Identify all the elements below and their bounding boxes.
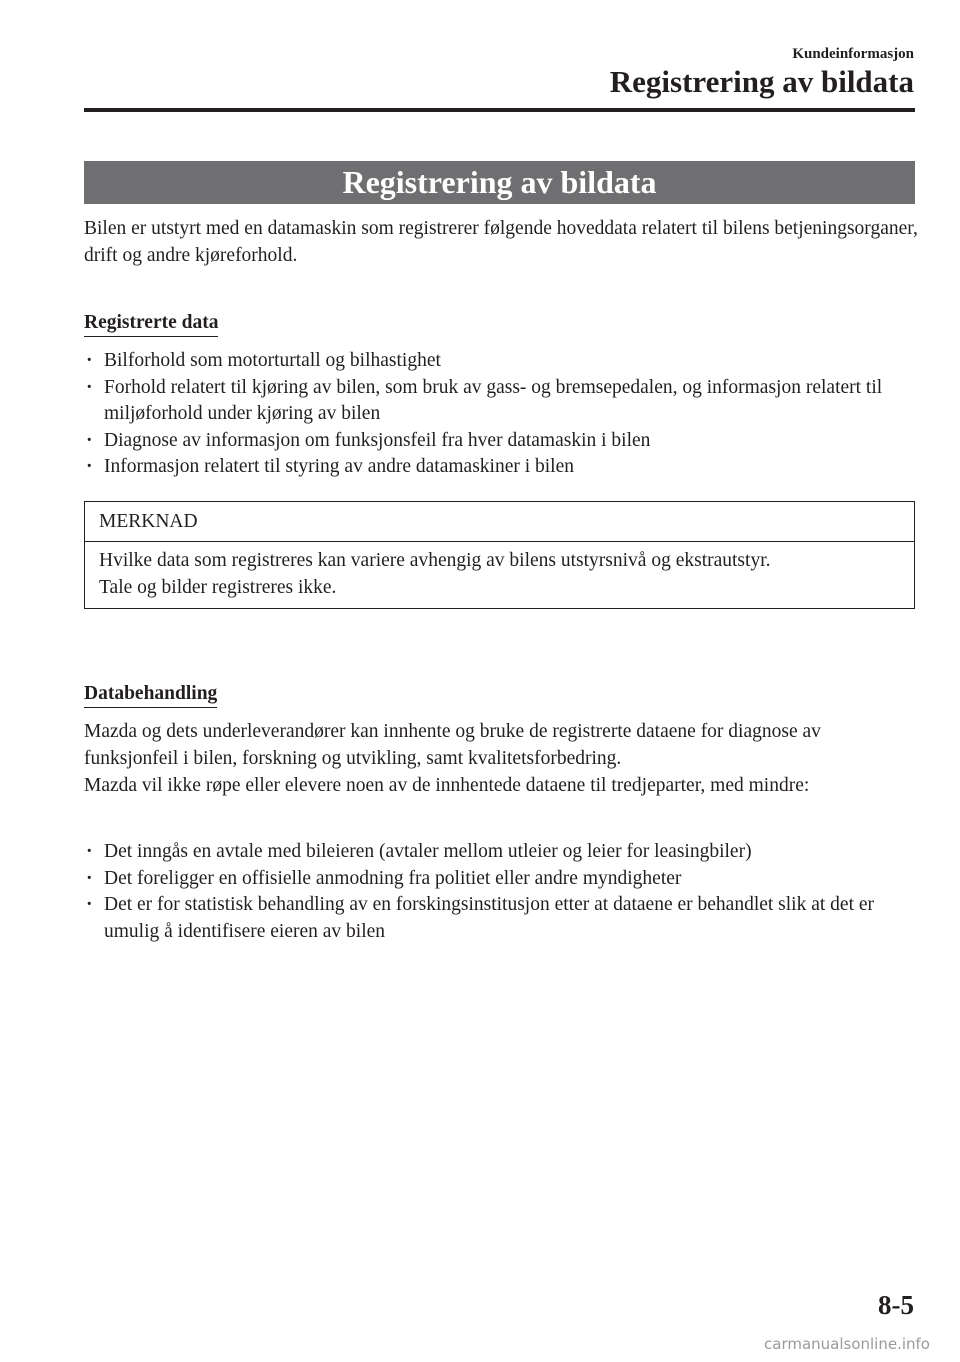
bullet-glyph: · [86,376,93,398]
note-heading: MERKNAD [85,502,914,542]
page-number: 8-5 [878,1290,914,1320]
list-item-text: Det inngås en avtale med bileieren (avtaler mellom utleier og leier for leasingbiler) [104,841,752,862]
header-title: Registrering av bildata [609,64,914,99]
page-title-text: Registrering av bildata [342,164,657,200]
list-item [86,428,916,455]
bullet-glyph: · [86,841,93,862]
processing-paragraph-1: Mazda og dets underleverandører kan innhente og bruke de registrerte dataene for diagnose av funksjonfeil i bilen, forskning og utvikling, samt kvalitetsforbedring. [84,721,821,769]
list-item [86,454,916,481]
recorded-data-list [86,348,916,481]
list-item-text: Diagnose av informasjon om funksjonsfeil fra hver datamaskin i bilen [104,429,651,451]
list-item-text: Bilforhold som motorturtall og bilhastighet [104,350,441,371]
bullet-glyph: · [86,429,93,451]
list-item [86,375,916,428]
watermark: carmanualsonline.info [764,1335,930,1353]
header-rule [84,108,915,112]
bullet-glyph: · [86,867,93,889]
bullet-glyph: · [86,350,93,371]
list-item [86,348,916,375]
bullet-glyph: · [86,894,93,915]
note-box [84,501,915,609]
list-item-text: Forhold relatert til kjøring av bilen, som bruk av gass- og bremsepedalen, og informasjon relatert til miljøforhold under kjøring av bilen [104,376,883,424]
processing-paragraph-2: Mazda vil ikke røpe eller elevere noen av de innhentede dataene til tredjeparter, med mindre: [84,775,810,796]
processing-list [86,839,916,945]
intro-paragraph: Bilen er utstyrt med en datamaskin som registrerer følgende hoveddata relatert til bilens betjeningsorganer, drift og andre kjøreforhold. [84,218,918,266]
note-line: Hvilke data som registreres kan variere avhengig av bilens utstyrsnivå og ekstrautstyr. [99,550,771,571]
page-title [84,161,915,204]
list-item [86,892,916,945]
list-item-text: Informasjon relatert til styring av andre datamaskiner i bilen [104,456,575,477]
note-line: Tale og bilder registreres ikke. [99,577,337,598]
bullet-glyph: · [86,456,93,477]
list-item-text: Det er for statistisk behandling av en forskingsinstitusjon etter at dataene er behandlet slik at det er umulig å identifisere eieren av bilen [104,894,875,942]
list-item [86,866,916,893]
processing-heading: Databehandling [84,680,217,708]
list-item-text: Det foreligger en offisielle anmodning fra politiet eller andre myndigheter [104,867,682,889]
header-section-label: Kundeinformasjon [792,46,914,62]
recorded-data-heading: Registrerte data [84,309,218,337]
list-item [86,839,916,866]
note-body [85,542,914,601]
